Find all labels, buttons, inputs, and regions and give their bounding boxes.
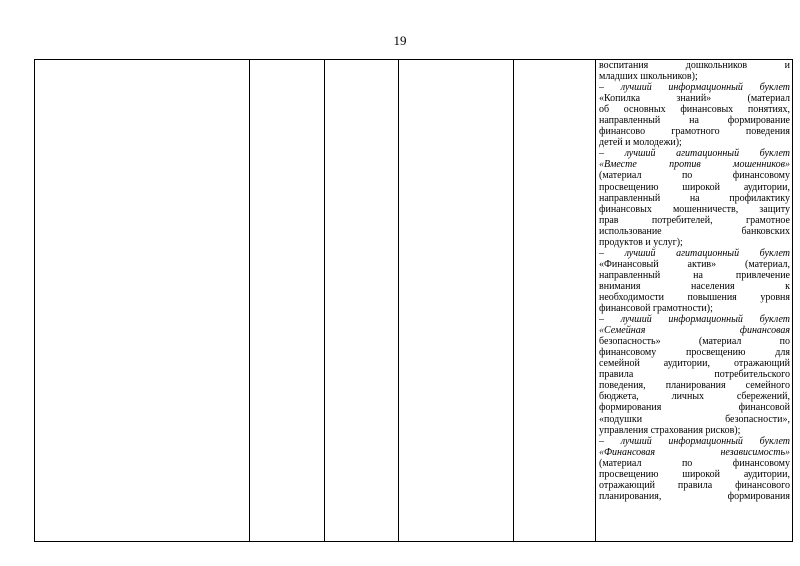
table-cell-5 — [514, 60, 596, 542]
table-cell-4 — [399, 60, 514, 542]
table-cell-3 — [325, 60, 399, 542]
cell-text-line: (материал по финансовому — [599, 457, 790, 469]
table-cell-1 — [35, 60, 250, 542]
cell-text-line: планирования, формирования — [599, 490, 790, 502]
cell-text-line: воспитания дошкольников и — [599, 60, 790, 71]
cell-text-line: об основных финансовых понятиях, — [599, 104, 790, 116]
table-cell-description — [596, 60, 793, 542]
cell-text-line: «подушки безопасности», — [599, 413, 790, 425]
cell-text-line: «Копилка знаний» (материал — [599, 93, 790, 105]
cell-text-line: управления страхования рисков); — [599, 424, 741, 436]
cell-text-line: финансово грамотного поведения — [599, 126, 790, 138]
cell-text-line: «Финансовый актив» (материал, — [599, 258, 790, 270]
cell-text-line: финансовой грамотности); — [599, 303, 713, 315]
table-row — [35, 60, 793, 542]
cell-text-line: младших школьников); — [599, 71, 698, 83]
cell-text-line: продуктов и услуг); — [599, 236, 683, 248]
cell-text-line: «Финансовая независимость» — [599, 446, 790, 458]
cell-text-line: – лучший информационный буклет — [599, 82, 790, 94]
cell-text-line: бюджета, личных сбережений, — [599, 391, 790, 403]
cell-text-line: направленный на привлечение — [599, 269, 790, 281]
cell-text-line: поведения, планирования семейного — [599, 380, 790, 392]
cell-text-line: прав потребителей, грамотное — [599, 214, 790, 226]
cell-text-line: – лучший агитационный буклет — [599, 148, 790, 160]
cell-text-line: финансовых мошенничеств, защиту — [599, 203, 790, 215]
cell-text-line: направленный на профилактику — [599, 192, 790, 204]
table-cell-2 — [250, 60, 325, 542]
cell-text-line: внимания населения к — [599, 280, 790, 292]
cell-text-line: просвещению широкой аудитории, — [599, 181, 790, 193]
cell-text-line: – лучший информационный буклет — [599, 314, 790, 326]
cell-text-line: правила потребительского — [599, 369, 790, 381]
cell-text-line: просвещению широкой аудитории, — [599, 468, 790, 480]
cell-text-line: финансовому просвещению для — [599, 347, 790, 359]
cell-text-line: детей и молодежи); — [599, 137, 682, 149]
cell-text-line: формирования финансовой — [599, 402, 790, 414]
cell-text-line: необходимости повышения уровня — [599, 291, 790, 303]
cell-text-line: направленный на формирование — [599, 115, 790, 127]
cell-text-line: использование банковских — [599, 225, 790, 237]
cell-text-line: – лучший информационный буклет — [599, 435, 790, 447]
cell-text-line: – лучший агитационный буклет — [599, 247, 790, 259]
cell-text-line: безопасность» (материал по — [599, 336, 790, 348]
cell-text-line: «Семейная финансовая — [599, 325, 790, 337]
page-number: 19 — [393, 33, 407, 48]
cell-text-line: (материал по финансовому — [599, 170, 790, 182]
document-table — [34, 59, 793, 542]
cell-text-line: «Вместе против мошенников» — [599, 159, 790, 171]
cell-text-line: семейной аудитории, отражающий — [599, 358, 790, 370]
cell-text-line: отражающий правила финансового — [599, 479, 790, 491]
